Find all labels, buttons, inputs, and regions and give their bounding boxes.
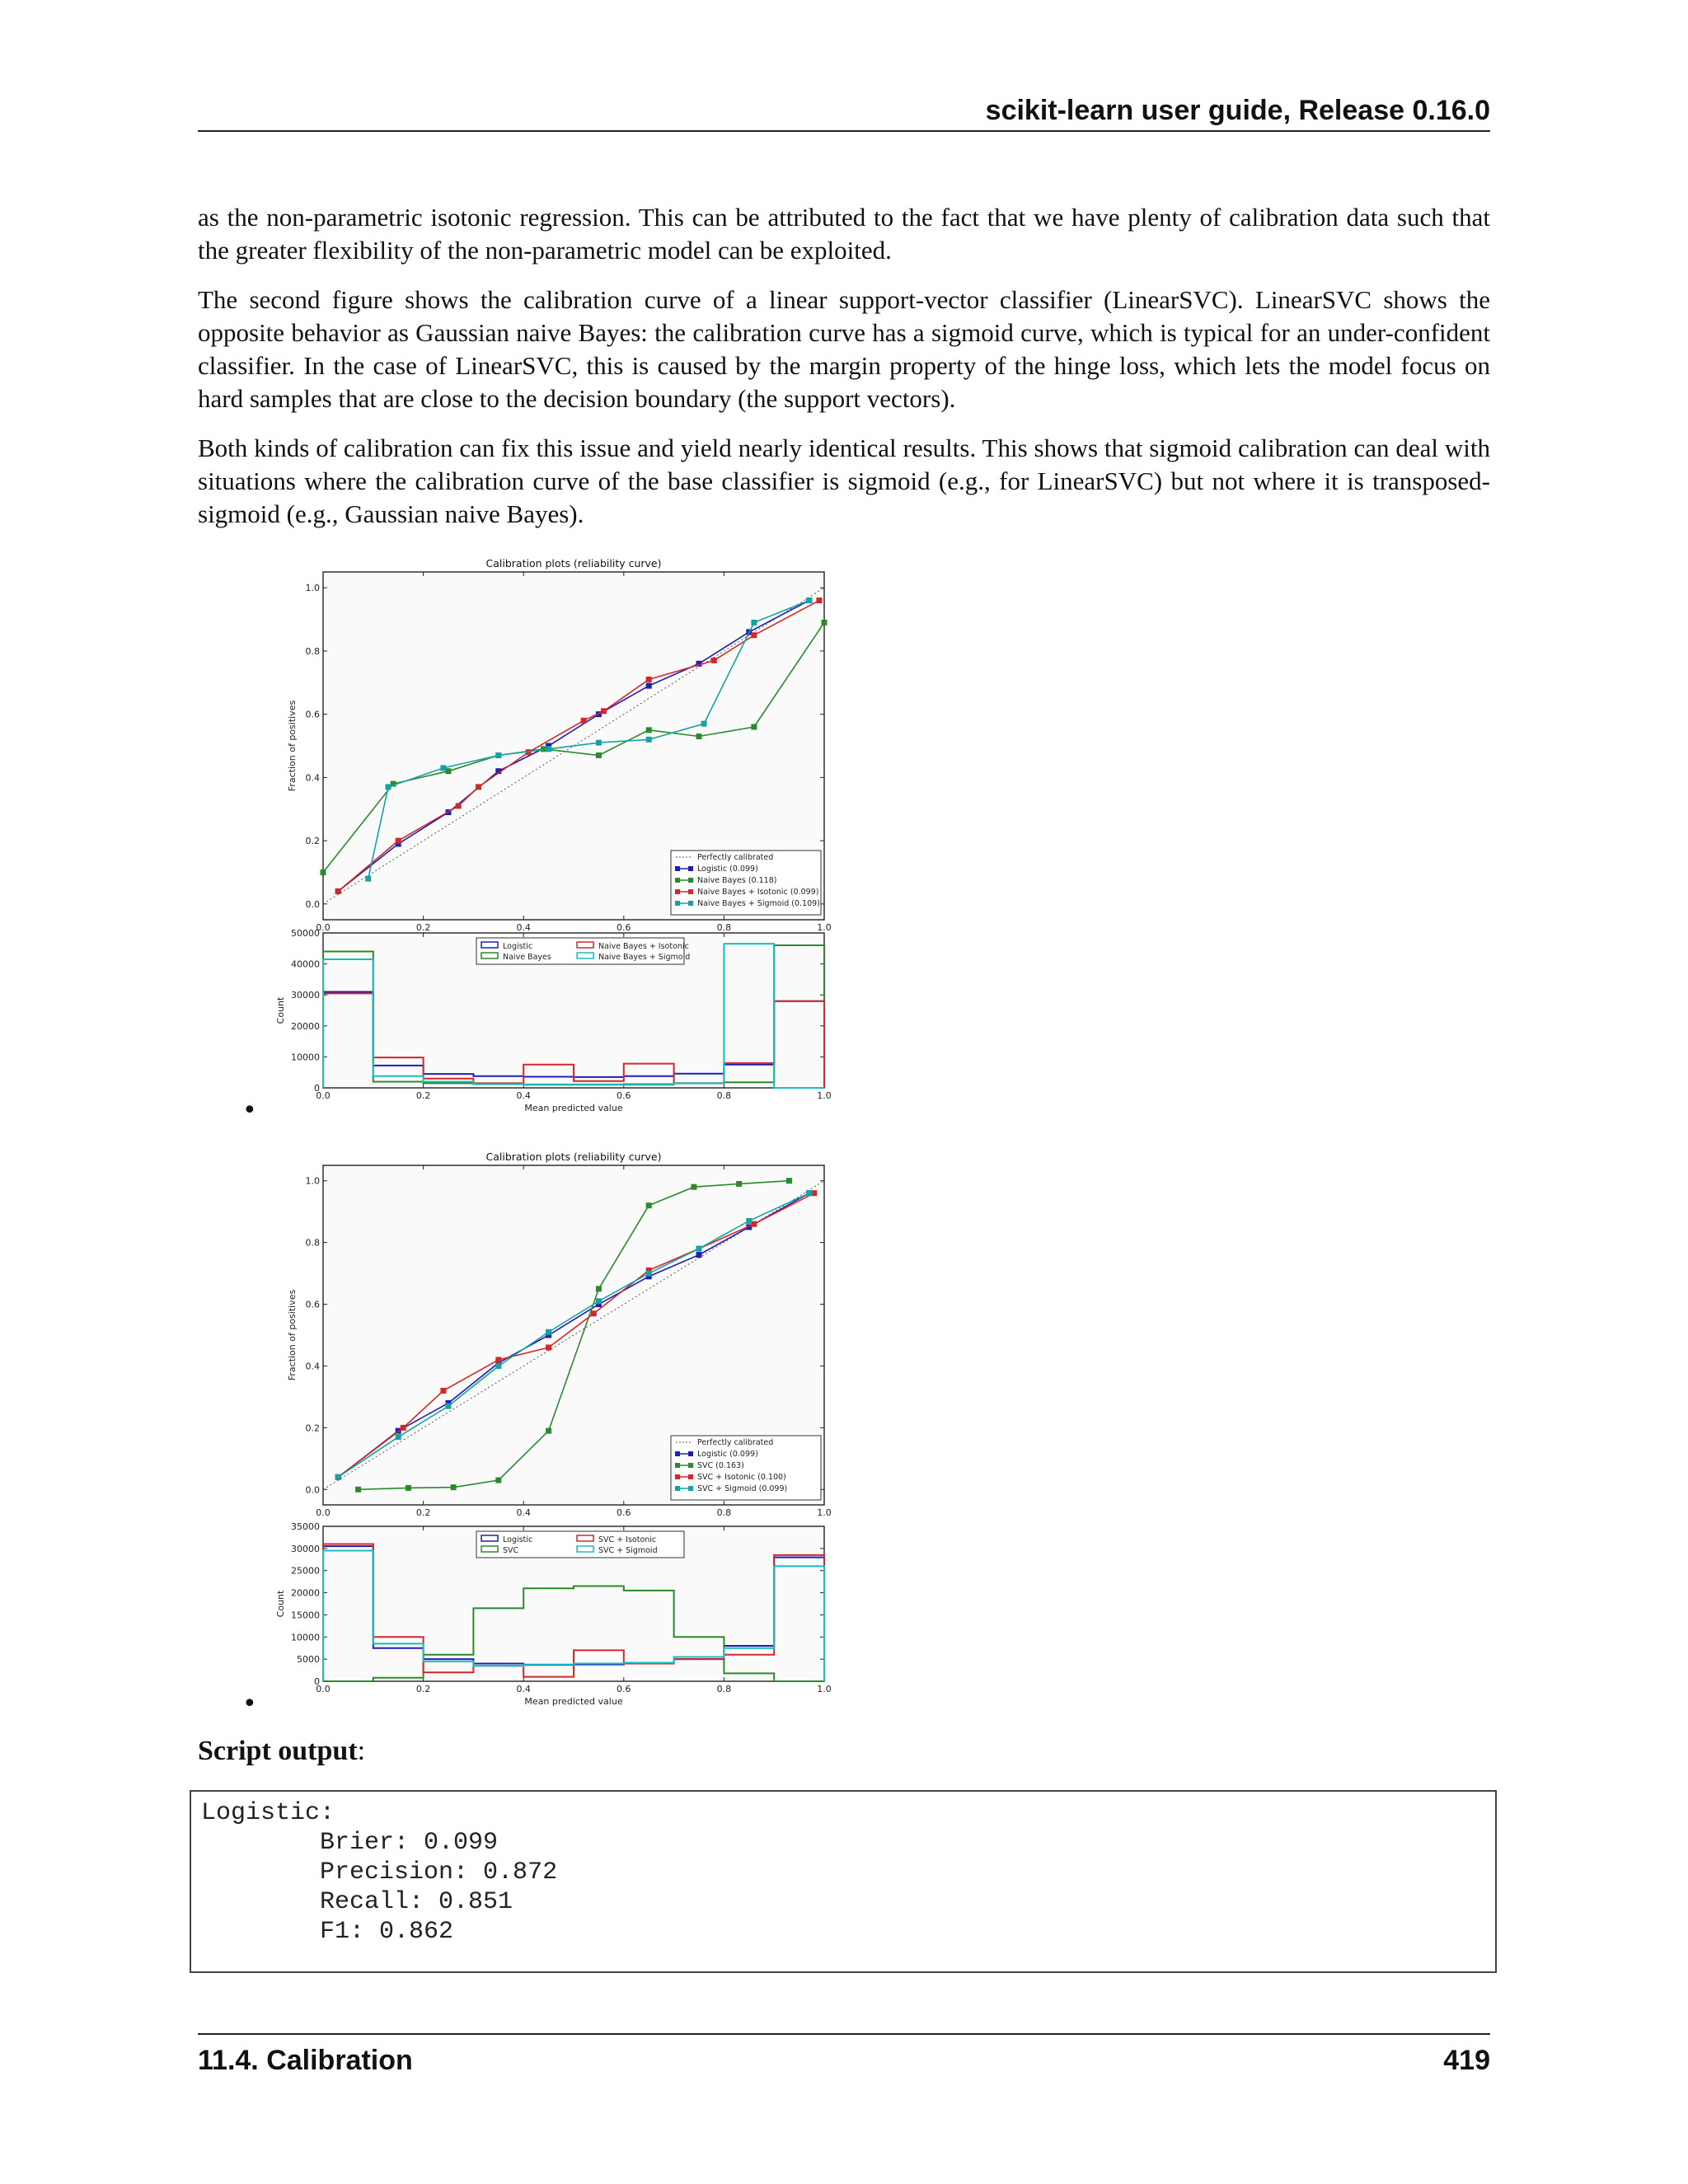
x-tick-label: 0.0 — [316, 1507, 331, 1518]
x-tick-label: 0.2 — [415, 922, 431, 933]
data-point-svc-0-163 — [736, 1181, 742, 1187]
figure-2-svg — [264, 1147, 857, 1716]
data-point-naive-bayes-sigmoid-0-109 — [546, 746, 551, 752]
code-line: Recall: 0.851 — [201, 1888, 513, 1916]
y-tick-label: 35000 — [291, 1521, 320, 1532]
legend-label: Logistic — [503, 942, 533, 951]
reliability-curve-chart-2 — [287, 1151, 832, 1518]
data-point-svc-0-163 — [406, 1485, 411, 1491]
legend-label: Naive Bayes + Sigmoid — [598, 953, 691, 962]
y-tick-label: 30000 — [291, 1543, 320, 1554]
footer-page-number: 419 — [1443, 2045, 1490, 2076]
chart-title: Calibration plots (reliability curve) — [485, 557, 662, 569]
bullet-marker: • — [242, 1096, 257, 1125]
data-point-naive-bayes-0-118 — [596, 752, 602, 758]
data-point-naive-bayes-sigmoid-0-109 — [440, 765, 446, 771]
data-point-svc-isotonic-0-100 — [591, 1310, 597, 1316]
data-point-naive-bayes-sigmoid-0-109 — [646, 737, 652, 743]
x-tick-label: 0.6 — [617, 1090, 631, 1101]
data-point-naive-bayes-sigmoid-0-109 — [751, 620, 757, 626]
legend-label: SVC + Sigmoid (0.099) — [697, 1484, 788, 1493]
y-tick-label: 0.6 — [305, 709, 320, 720]
legend-label: SVC + Sigmoid — [598, 1546, 658, 1555]
y-axis-label: Fraction of positives — [287, 700, 298, 792]
data-point-naive-bayes-sigmoid-0-109 — [495, 752, 501, 758]
script-output-label — [198, 1736, 365, 1767]
y-tick-label: 1.0 — [305, 1175, 320, 1187]
legend-swatch-marker — [675, 1451, 680, 1456]
legend-swatch-marker — [675, 1463, 680, 1468]
x-tick-label: 0.4 — [516, 922, 531, 933]
y-tick-label: 0.6 — [305, 1299, 320, 1310]
data-point-naive-bayes-0-118 — [446, 768, 452, 774]
legend-swatch-marker — [688, 1474, 693, 1479]
legend-swatch-marker — [675, 866, 680, 871]
legend-swatch-marker — [688, 866, 693, 871]
data-point-naive-bayes-isotonic-0-099 — [646, 677, 652, 682]
y-tick-label: 0 — [314, 1676, 320, 1687]
y-tick-label: 10000 — [291, 1052, 320, 1063]
data-point-svc-sigmoid-0-099 — [495, 1363, 501, 1369]
data-point-naive-bayes-isotonic-0-099 — [456, 803, 462, 808]
bullet-marker: • — [242, 1690, 257, 1718]
legend-label: SVC + Isotonic — [598, 1535, 657, 1544]
legend-swatch-marker — [675, 1486, 680, 1491]
y-tick-label: 30000 — [291, 990, 320, 1001]
data-point-svc-0-163 — [546, 1428, 551, 1434]
x-tick-label: 0.4 — [516, 1507, 531, 1518]
x-tick-label: 0.6 — [617, 1684, 631, 1694]
y-tick-label: 0.2 — [305, 836, 320, 847]
y-axis-label: Count — [275, 1590, 286, 1618]
data-point-naive-bayes-isotonic-0-099 — [751, 632, 757, 638]
y-tick-label: 0 — [314, 1083, 320, 1094]
x-tick-label: 0.2 — [415, 1090, 431, 1101]
legend-label: SVC (0.163) — [697, 1461, 744, 1470]
x-axis-label: Mean predicted value — [524, 1696, 623, 1707]
data-point-naive-bayes-sigmoid-0-109 — [806, 598, 812, 603]
data-point-svc-isotonic-0-100 — [546, 1344, 551, 1350]
legend-label: SVC — [503, 1546, 519, 1555]
x-tick-label: 0.0 — [316, 1090, 331, 1101]
paragraph-3: Both kinds of calibration can fix this issue and yield nearly identical results. This shows that sigmoid calibration can deal with situations where the calibration curve of the base classifier is sigmoid (e.g., for LinearSVC) but not where it is transposed-sigmoid (e.g., Gaussian naive Bayes). — [198, 434, 1490, 528]
page-footer — [198, 2033, 1490, 2077]
data-point-naive-bayes-sigmoid-0-109 — [596, 740, 602, 746]
page-header-title: scikit-learn user guide, Release 0.16.0 — [985, 95, 1490, 126]
data-point-svc-0-163 — [451, 1484, 457, 1490]
legend-swatch-marker — [688, 1463, 693, 1468]
y-tick-label: 1.0 — [305, 583, 320, 594]
x-tick-label: 0.2 — [415, 1684, 431, 1694]
count-histogram-chart-2 — [275, 1521, 832, 1707]
figure-svc-calibration — [264, 1147, 857, 1720]
code-line: Brier: 0.099 — [201, 1829, 499, 1857]
data-point-svc-0-163 — [691, 1184, 696, 1190]
x-tick-label: 0.4 — [516, 1090, 531, 1101]
script-output-label-colon: : — [357, 1736, 366, 1766]
x-tick-label: 1.0 — [817, 1090, 832, 1101]
legend-swatch-marker — [688, 889, 693, 894]
data-point-naive-bayes-sigmoid-0-109 — [701, 721, 707, 727]
data-point-naive-bayes-0-118 — [646, 727, 652, 733]
data-point-svc-0-163 — [786, 1178, 792, 1183]
y-tick-label: 15000 — [291, 1610, 320, 1621]
data-point-naive-bayes-isotonic-0-099 — [335, 888, 341, 894]
y-axis-label: Count — [275, 996, 286, 1024]
x-axis-label: Mean predicted value — [524, 1103, 623, 1113]
page-header — [198, 91, 1490, 132]
code-line: Logistic: — [201, 1799, 335, 1827]
x-tick-label: 0.8 — [716, 1507, 732, 1518]
data-point-svc-sigmoid-0-099 — [596, 1298, 602, 1304]
data-point-logistic-0-099 — [646, 683, 652, 689]
paragraph-2: The second figure shows the calibration curve of a linear support-vector classifier (LinearSVC). LinearSVC shows the opposite behavior as Gaussian naive Bayes: the calibration curve has a sigmoid curve, which is typical for an under-confident classifier. In the case of LinearSVC, this is caused by the margin property of the hinge loss, which lets the model focus on hard samples that are close to the decision boundary (the support vectors). — [198, 285, 1490, 413]
data-point-logistic-0-099 — [696, 1252, 702, 1258]
data-point-naive-bayes-0-118 — [751, 724, 757, 729]
y-tick-label: 25000 — [291, 1565, 320, 1577]
data-point-naive-bayes-isotonic-0-099 — [581, 718, 587, 724]
y-tick-label: 0.8 — [305, 645, 320, 657]
y-tick-label: 10000 — [291, 1632, 320, 1643]
data-point-naive-bayes-isotonic-0-099 — [396, 838, 401, 844]
legend-label: Perfectly calibrated — [697, 853, 774, 862]
legend-swatch-marker — [675, 878, 680, 883]
data-point-naive-bayes-isotonic-0-099 — [816, 598, 822, 603]
y-tick-label: 0.8 — [305, 1237, 320, 1249]
legend-label: Logistic (0.099) — [697, 865, 758, 874]
y-tick-label: 20000 — [291, 1587, 320, 1599]
data-point-svc-isotonic-0-100 — [440, 1388, 446, 1394]
x-tick-label: 1.0 — [817, 1684, 832, 1694]
x-tick-label: 0.8 — [716, 1684, 732, 1694]
data-point-naive-bayes-0-118 — [321, 869, 326, 875]
data-point-naive-bayes-0-118 — [696, 733, 702, 739]
data-point-svc-sigmoid-0-099 — [746, 1218, 752, 1224]
y-tick-label: 5000 — [297, 1654, 320, 1666]
data-point-naive-bayes-isotonic-0-099 — [601, 708, 607, 714]
count-histogram-chart-1 — [275, 928, 832, 1113]
legend-swatch-marker — [675, 889, 680, 894]
data-point-naive-bayes-0-118 — [822, 620, 828, 626]
legend-label: Perfectly calibrated — [697, 1438, 774, 1447]
legend-label: Naive Bayes + Isotonic (0.099) — [697, 888, 819, 897]
legend-swatch-marker — [688, 878, 693, 883]
data-point-naive-bayes-isotonic-0-099 — [711, 658, 717, 663]
data-point-svc-sigmoid-0-099 — [335, 1474, 341, 1480]
legend-label: Logistic (0.099) — [697, 1450, 758, 1459]
x-tick-label: 0.0 — [316, 922, 331, 933]
data-point-svc-sigmoid-0-099 — [446, 1404, 452, 1409]
legend-label: Naive Bayes (0.118) — [697, 876, 777, 885]
data-point-svc-sigmoid-0-099 — [806, 1190, 812, 1196]
data-point-naive-bayes-sigmoid-0-109 — [386, 784, 392, 790]
data-point-naive-bayes-isotonic-0-099 — [476, 784, 481, 790]
y-tick-label: 0.2 — [305, 1422, 320, 1434]
chart-title: Calibration plots (reliability curve) — [485, 1151, 662, 1163]
legend-swatch-marker — [688, 1451, 693, 1456]
legend-label: Naive Bayes + Sigmoid (0.109) — [697, 899, 820, 908]
data-point-naive-bayes-sigmoid-0-109 — [365, 876, 371, 882]
data-point-svc-isotonic-0-100 — [811, 1190, 817, 1196]
footer-section: 11.4. Calibration — [198, 2045, 413, 2076]
x-tick-label: 0.0 — [316, 1684, 331, 1694]
x-tick-label: 0.2 — [415, 1507, 431, 1518]
paragraph-1: as the non-parametric isotonic regression. This can be attributed to the fact that we have plenty of calibration data such that the greater flexibility of the non-parametric model can be exploited. — [198, 203, 1490, 265]
legend-swatch-marker — [688, 901, 693, 906]
x-tick-label: 0.8 — [716, 1090, 732, 1101]
data-point-svc-isotonic-0-100 — [751, 1221, 757, 1227]
data-point-svc-sigmoid-0-099 — [546, 1329, 551, 1335]
y-tick-label: 0.4 — [305, 772, 320, 784]
data-point-svc-0-163 — [646, 1202, 652, 1208]
legend-label: Naive Bayes — [503, 953, 551, 962]
y-tick-label: 0.4 — [305, 1361, 320, 1372]
legend-swatch-marker — [688, 1486, 693, 1491]
code-line: F1: 0.862 — [201, 1918, 454, 1946]
x-tick-label: 0.6 — [617, 1507, 631, 1518]
figure-1-svg — [264, 554, 857, 1122]
x-tick-label: 0.6 — [617, 922, 631, 933]
data-point-svc-sigmoid-0-099 — [646, 1271, 652, 1277]
legend-swatch-marker — [675, 1474, 680, 1479]
data-point-svc-0-163 — [495, 1478, 501, 1483]
script-output-code-block — [190, 1790, 1497, 1973]
x-tick-label: 1.0 — [817, 1507, 832, 1518]
legend-label: Logistic — [503, 1535, 533, 1544]
x-tick-label: 0.4 — [516, 1684, 531, 1694]
data-point-svc-0-163 — [596, 1286, 602, 1291]
data-point-svc-sigmoid-0-099 — [396, 1434, 401, 1440]
legend-swatch-marker — [675, 901, 680, 906]
data-point-svc-isotonic-0-100 — [495, 1357, 501, 1362]
data-point-svc-sigmoid-0-099 — [696, 1246, 702, 1252]
y-tick-label: 20000 — [291, 1020, 320, 1032]
code-line: Precision: 0.872 — [201, 1858, 558, 1886]
x-tick-label: 0.8 — [716, 922, 732, 933]
data-point-svc-isotonic-0-100 — [401, 1425, 406, 1431]
script-output-label-text: Script output — [198, 1736, 358, 1766]
figure-naive-bayes-calibration — [264, 554, 857, 1127]
x-tick-label: 1.0 — [817, 922, 832, 933]
y-tick-label: 40000 — [291, 958, 320, 970]
legend-label: Naive Bayes + Isotonic — [598, 942, 689, 951]
y-axis-label: Fraction of positives — [287, 1289, 298, 1381]
legend-label: SVC + Isotonic (0.100) — [697, 1473, 786, 1482]
data-point-svc-0-163 — [355, 1487, 361, 1493]
y-tick-label: 50000 — [291, 928, 320, 939]
y-tick-label: 0.0 — [305, 1484, 320, 1496]
y-tick-label: 0.0 — [305, 898, 320, 910]
reliability-curve-chart-1 — [287, 557, 832, 933]
